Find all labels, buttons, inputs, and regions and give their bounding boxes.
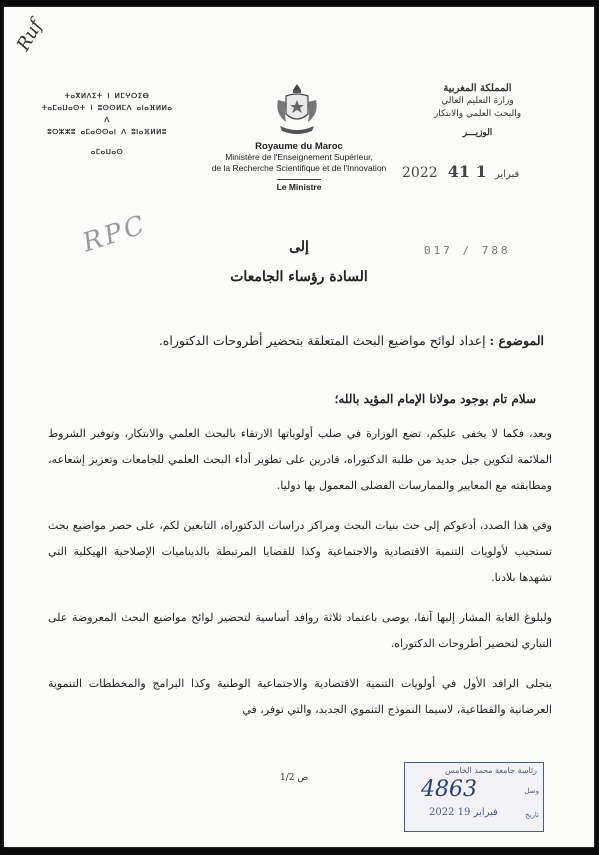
handwritten-rpc: RPC xyxy=(78,209,151,259)
tifinagh-line-3: ⵓⵔⵣⵣⵓ ⴰⵎⴰⵙⵙⴰⵏ ⴷ ⵓⵏⴰⴼⵍⵍⵓ xyxy=(47,128,167,136)
date-month: فبراير xyxy=(494,169,520,180)
tifinagh-header xyxy=(37,90,177,158)
subject-line xyxy=(34,333,544,348)
letter-page xyxy=(4,7,594,847)
ministry-fr-1: Ministère de l'Enseignement Supérieur, xyxy=(225,152,373,162)
arabic-header xyxy=(405,82,550,140)
receipt-label-date: تاريخ xyxy=(525,811,539,819)
paragraph-4: يتجلى الرافد الأول في أولويات التنمية الاقتصادية والاجتماعية الوطنية وكذا البرامج والمخططات التنموية العرضانية والقطاعية، لاسيما النموذج التنموي الجديد، والتي توفر، في xyxy=(48,677,552,716)
le-ministre: Le Ministre xyxy=(277,179,322,192)
french-header xyxy=(174,141,424,195)
kingdom-fr: Royaume du Maroc xyxy=(255,141,343,152)
receipt-label-in: وصل xyxy=(524,787,539,795)
royal-emblem-icon xyxy=(272,82,322,138)
ref-number: 1 41 xyxy=(447,162,487,181)
arabic-kingdom: المملكة المغربية xyxy=(443,83,512,94)
arabic-ministry-1: وزارة التعليم العالي xyxy=(441,96,514,106)
receipt-stamp xyxy=(404,762,544,832)
tifinagh-line-4: ⴰⵎⴰⵡⴰⵙ xyxy=(90,148,124,156)
receipt-date: 2022 فبراير 19 xyxy=(429,807,498,818)
paragraph-1: وبعد، فكما لا يخفى عليكم، تضع الوزارة في صلب أولوياتها الارتقاء بالبحث العلمي والابتكار، وتوفير الشروط الملائمة لتكوين جيل جديد من طلبة الدكتوراه، قادرين على تطوير أداء البحث العلمي للجامعات وتعزيز إشعاعه، ومطابقته مع المعايير والممارسات الفضلى المعمول بها دوليا. xyxy=(48,427,552,492)
paragraph-2: وفي هذا الصدد، أدعوكم إلى حث بنيات البحث ومراكز دراسات الدكتوراه، التابعين لكم، على حصر مواضيع بحث تستجيب لأولويات التنمية الاقتصادية والاجتماعية وكذا للقضايا المرتبطة بالديناميات الإصلاحية الهيكلية التي تشهدها بلادنا. xyxy=(48,519,552,584)
to-label: إلى xyxy=(289,239,309,255)
subject-text: إعداد لوائح مواضيع البحث المتعلقة بتحضير أطروحات الدكتوراه. xyxy=(158,333,486,348)
letter-body xyxy=(48,421,552,737)
page-number: ص 1/2 xyxy=(280,773,309,783)
date-year: 2022 xyxy=(402,165,438,181)
arabic-minister: الوزيـــر xyxy=(462,128,493,138)
greeting: سلام تام بوجود مولانا الإمام المؤيد بالله؛ xyxy=(334,392,536,406)
addressee: السادة رؤساء الجامعات xyxy=(230,269,368,285)
handwritten-initials: Ruf xyxy=(12,16,47,55)
date-stamp xyxy=(402,162,552,181)
receipt-number: 4863 xyxy=(421,777,477,802)
paragraph-3: ولبلوغ الغاية المشار إليها آنفا، يوصى باعتماد ثلاثة روافد أساسية لتحضير لوائح مواضيع البحث المعروضة على التباري لتحضير أطروحات الدكتوراه. xyxy=(48,611,552,650)
arabic-ministry-2: والبحث العلمي والابتكار xyxy=(433,109,522,119)
incoming-ref: 017 / 788 xyxy=(424,244,511,257)
ministry-fr-2: de la Recherche Scientifique et de l'Innovation xyxy=(211,163,387,173)
receipt-title: رئاسة جامعة محمد الخامس xyxy=(445,766,537,775)
tifinagh-line-1: ⵜⴰⴳⵍⴷⵉⵜ ⵏ ⵍⵎⵖⵔⵉⴱ xyxy=(64,92,150,100)
subject-label: الموضوع : xyxy=(489,333,544,348)
tifinagh-line-2: ⵜⴰⵎⴰⵡⴰⵙⵜ ⵏ ⵓⵙⵙⵍⵎⴷ ⴰⵏⴰⴼⵍⵍⴰ ⴷ xyxy=(41,104,173,124)
